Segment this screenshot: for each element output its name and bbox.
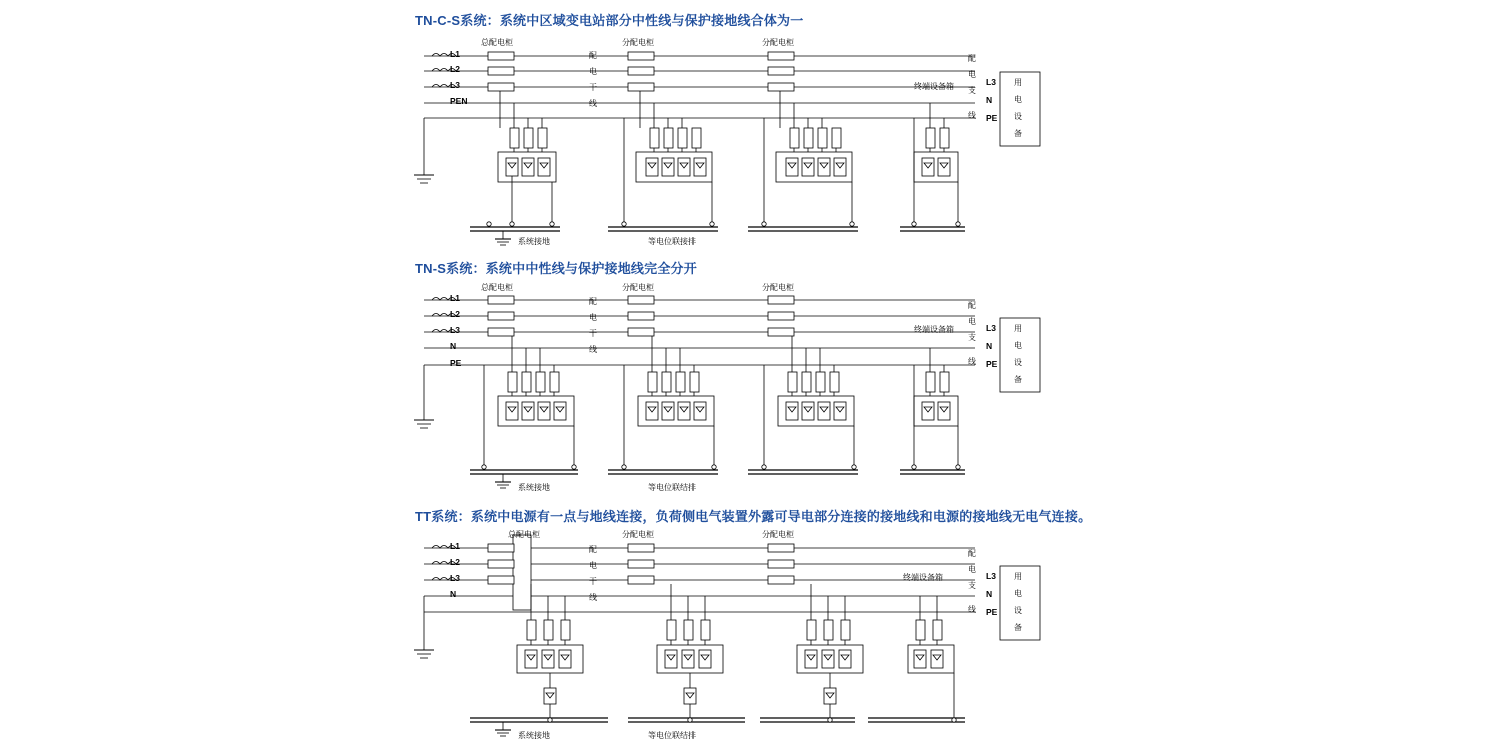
label-sub-cabinet-1a: 分配电柜 [622, 38, 654, 47]
label-right-N-1: N [986, 95, 993, 105]
label-L2-2: L2 [450, 309, 460, 319]
label-terminal-box-1: 终端设备箱 [914, 82, 954, 91]
label-N-2: N [450, 341, 457, 351]
branch-char-2-2: 支 [968, 333, 976, 342]
feeder-char-1-2: 干 [589, 83, 597, 92]
label-L3-1: L3 [450, 80, 460, 90]
load-char-1-2: 设 [1014, 112, 1022, 121]
section-title-tn-s: TN-S系统：系统中中性线与保护接地线完全分开 [415, 261, 697, 276]
load-char-3-0: 用 [1014, 572, 1022, 581]
branch-char-3-1: 电 [968, 565, 976, 574]
load-char-1-3: 备 [1014, 129, 1022, 138]
branch-char-1-0: 配 [968, 54, 976, 63]
label-L3-3: L3 [450, 573, 460, 583]
feeder-char-3-1: 电 [589, 561, 597, 570]
label-right-L3-3: L3 [986, 571, 996, 581]
feeder-char-3-3: 线 [589, 593, 597, 602]
load-char-1-1: 电 [1014, 95, 1022, 104]
branch-drops-3c [797, 584, 863, 720]
label-sub-cabinet-3b: 分配电柜 [762, 530, 794, 539]
label-right-PE-2: PE [986, 359, 998, 369]
label-L2-1: L2 [450, 64, 460, 74]
label-L3-2: L3 [450, 325, 460, 335]
label-right-L3-1: L3 [986, 77, 996, 87]
feeder-char-1-3: 线 [589, 99, 597, 108]
label-equipotential-3: 等电位联结排 [648, 731, 696, 740]
branch-drops-3b [657, 584, 723, 720]
feeder-char-2-3: 线 [589, 345, 597, 354]
label-right-N-2: N [986, 341, 993, 351]
feeder-char-3-2: 干 [589, 577, 597, 586]
label-sub-cabinet-1b: 分配电柜 [762, 38, 794, 47]
feeder-char-1-0: 配 [589, 51, 597, 60]
label-system-ground-1: 系统接地 [518, 237, 550, 246]
label-sub-cabinet-2a: 分配电柜 [622, 283, 654, 292]
label-equipotential-2: 等电位联结排 [648, 483, 696, 492]
feeder-char-2-0: 配 [589, 297, 597, 306]
feeder-char-1-1: 电 [589, 67, 597, 76]
main-cabinet-3 [488, 535, 531, 610]
branch-char-1-2: 支 [968, 86, 976, 95]
label-L1-1: L1 [450, 49, 460, 59]
branch-char-3-3: 线 [968, 605, 976, 614]
sub-cabinet-3a [628, 544, 654, 584]
feeder-char-2-1: 电 [589, 313, 597, 322]
label-sub-cabinet-2b: 分配电柜 [762, 283, 794, 292]
branch-char-2-3: 线 [968, 357, 976, 366]
feeder-char-2-2: 干 [589, 329, 597, 338]
label-terminal-box-3: 终端设备箱 [903, 573, 943, 582]
label-right-PE-3: PE [986, 607, 998, 617]
branch-char-1-3: 线 [968, 111, 976, 120]
load-char-2-3: 备 [1014, 375, 1022, 384]
label-system-ground-2: 系统接地 [518, 483, 550, 492]
load-char-3-1: 电 [1014, 589, 1022, 598]
feeder-char-3-0: 配 [589, 545, 597, 554]
label-terminal-box-2: 终端设备箱 [914, 325, 954, 334]
load-char-3-3: 备 [1014, 623, 1022, 632]
label-system-ground-3: 系统接地 [518, 731, 550, 740]
label-main-cabinet-3: 总配电柜 [508, 530, 540, 539]
label-right-PE-1: PE [986, 113, 998, 123]
label-right-L3-2: L3 [986, 323, 996, 333]
sub-cabinet-3b [768, 544, 794, 584]
label-main-cabinet-1: 总配电柜 [481, 38, 513, 47]
load-char-2-2: 设 [1014, 358, 1022, 367]
branch-char-3-0: 配 [968, 549, 976, 558]
label-L1-3: L1 [450, 541, 460, 551]
label-L2-3: L2 [450, 557, 460, 567]
terminal-box-3 [908, 596, 954, 720]
label-right-N-3: N [986, 589, 993, 599]
section-title-tn-c-s: TN-C-S系统：系统中区域变电站部分中性线与保护接地线合体为一 [415, 13, 804, 28]
branch-char-2-0: 配 [968, 301, 976, 310]
load-char-1-0: 用 [1014, 78, 1022, 87]
load-char-2-0: 用 [1014, 324, 1022, 333]
load-char-2-1: 电 [1014, 341, 1022, 350]
system-earth-symbol-3 [414, 596, 434, 658]
branch-char-2-1: 电 [968, 317, 976, 326]
label-N-3: N [450, 589, 457, 599]
load-char-3-2: 设 [1014, 606, 1022, 615]
section-title-tt: TT系统：系统中电源有一点与地线连接，负荷侧电气装置外露可导电部分连接的接地线和电源的接地线无电气连接。 [415, 509, 1092, 524]
label-main-cabinet-2: 总配电柜 [481, 283, 513, 292]
label-PEN-1: PEN [450, 96, 468, 106]
branch-char-3-2: 支 [968, 581, 976, 590]
label-equipotential-1: 等电位联接排 [648, 237, 696, 246]
label-L1-2: L1 [450, 293, 460, 303]
branch-char-1-1: 电 [968, 70, 976, 79]
label-PE-2: PE [450, 358, 462, 368]
label-sub-cabinet-3a: 分配电柜 [622, 530, 654, 539]
